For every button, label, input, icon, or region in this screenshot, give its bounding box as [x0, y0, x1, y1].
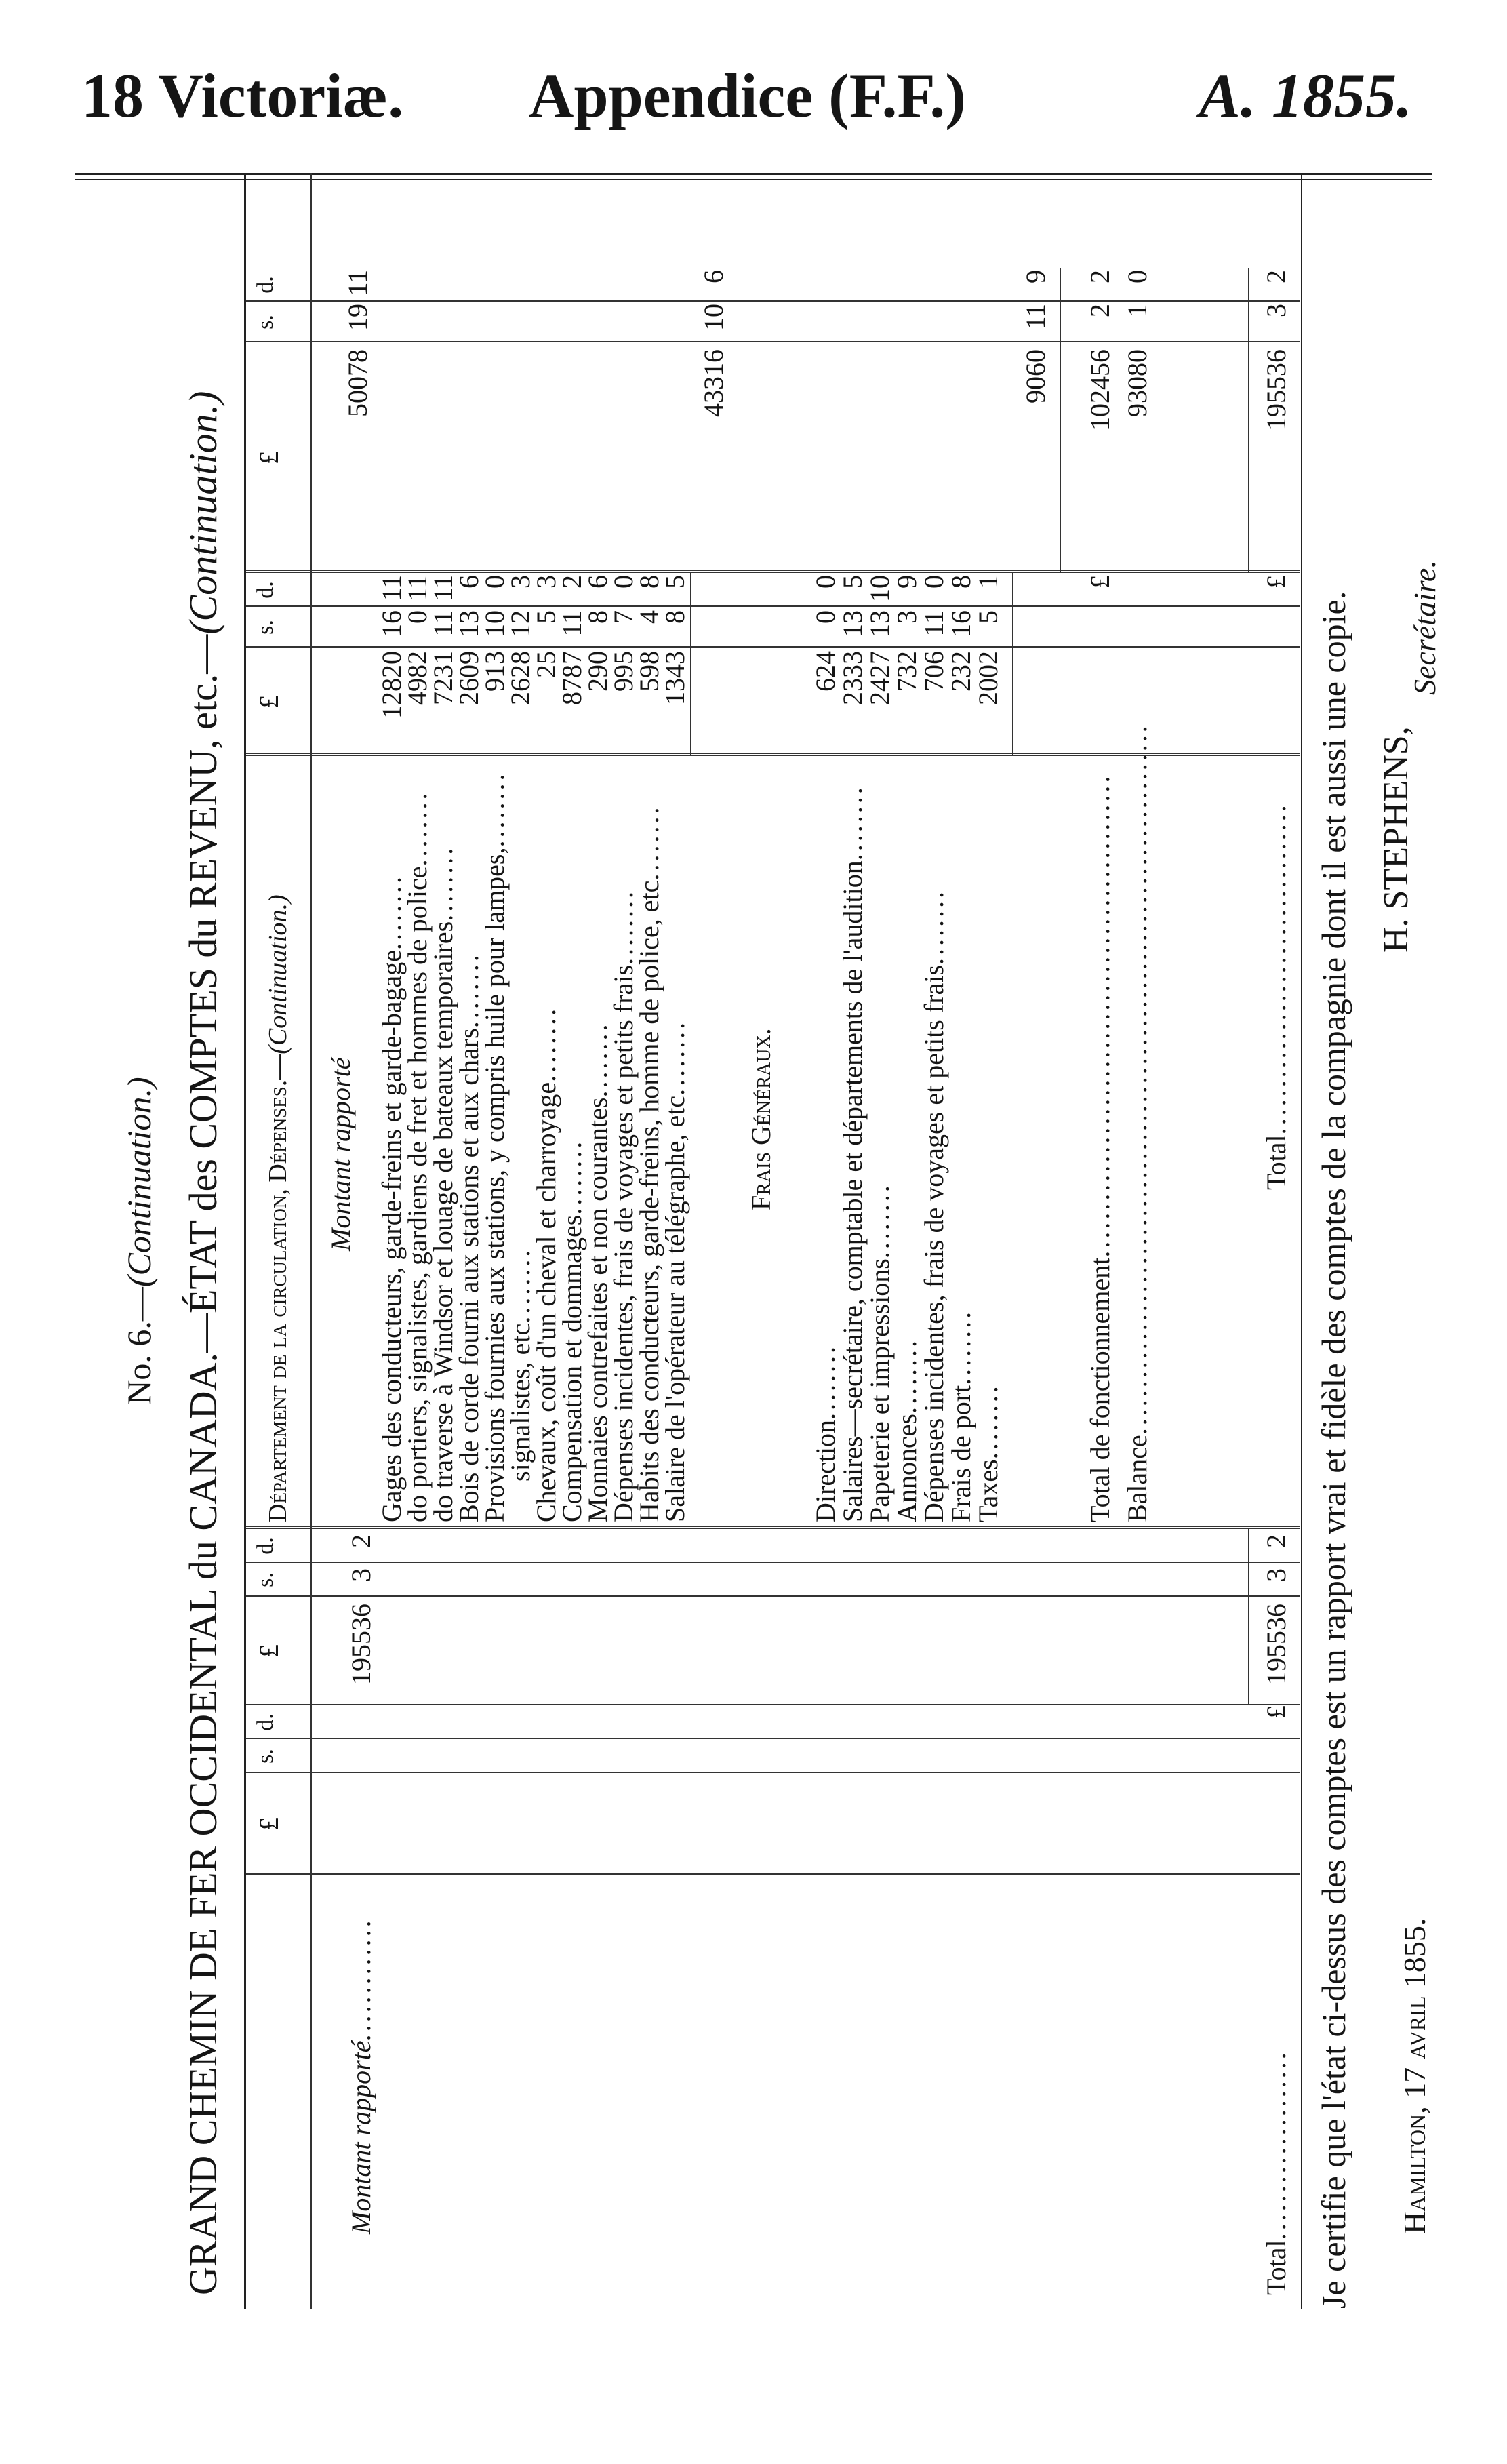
expense-row-d: 6 [454, 575, 484, 589]
frais-row-d: 9 [891, 575, 922, 589]
left-carried-d: 2 [346, 1534, 376, 1548]
expense-row-pound: 1343 [660, 651, 690, 705]
balance-label: Balance........................................................................... [1122, 723, 1152, 1522]
expense-row-label: Dépenses incidentes, frais de voyages et petits frais........ [608, 889, 639, 1522]
left-total-mark: £ [1261, 1705, 1291, 1719]
expense-row-label: Monnaies contrefaites et non courantes........ [582, 1021, 613, 1522]
year-label: A. 1855. [1199, 61, 1412, 130]
appendix-label: Appendice (F.F.) [529, 61, 966, 130]
expense-row-label: Gages des conducteurs, garde-freins et garde-bagage........ [376, 873, 407, 1522]
statement-title: GRAND CHEMIN DE FER OCCIDENTAL du CANADA.—ÉTAT des COMPTES du REVENU, etc.—(Continuation.) [181, 391, 225, 2295]
expense-row-s: 13 [454, 610, 484, 637]
expense-row-d: 11 [402, 575, 433, 601]
frais-row-d: 8 [946, 575, 976, 589]
expense-row-d: 3 [505, 575, 536, 589]
frais-row-d: 5 [837, 575, 868, 589]
frais-row-label: Taxes........ [973, 1383, 1003, 1522]
expense-row-s: 11 [557, 610, 587, 637]
expense-row-s: 8 [582, 610, 613, 624]
expense-row-s: 16 [376, 610, 407, 637]
expense-row-d: 5 [660, 575, 690, 589]
frais-row-pound: 2427 [864, 651, 895, 705]
frais-row-d: 0 [919, 575, 949, 589]
frais-row-s: 13 [864, 610, 895, 637]
expense-row-s: 10 [479, 610, 510, 637]
subtotal1-d: 6 [698, 270, 729, 283]
signatory-title: Secrétaire. [1407, 560, 1442, 695]
fonctionnement-label: Total de fonctionnement................................................... [1085, 773, 1115, 1522]
expense-row-d: 11 [376, 575, 407, 601]
accounts-table [244, 173, 1302, 2309]
right-total-d: 2 [1261, 270, 1291, 283]
expense-row-s: 4 [634, 610, 664, 624]
balance-s: 1 [1122, 304, 1152, 317]
fonctionnement-d: 2 [1085, 270, 1115, 283]
right-total-s: 3 [1261, 304, 1291, 317]
frais-row-s: 16 [946, 610, 976, 637]
frais-row-s: 0 [810, 610, 841, 624]
right-s-header: s. [253, 620, 278, 635]
frais-generaux-heading: Frais Généraux. [746, 1028, 776, 1210]
signature: H. STEPHENS, [1377, 726, 1415, 953]
expense-row-pound: 7231 [428, 651, 458, 705]
frais-row-label: Frais de port........ [946, 1309, 976, 1522]
expense-row-pound: 2628 [505, 651, 536, 705]
place-date: Hamilton, 17 avril 1855. [1397, 1917, 1432, 2234]
frais-row-pound: 2002 [973, 651, 1003, 705]
certification-text: Je certifie que l'état ci-dessus des comptes est un rapport vrai et fidèle des comptes de la compagnie dont il est aussi une copie. [1314, 591, 1352, 2309]
left-carried-label: Montant rapporté............. [346, 1917, 376, 2234]
expense-row-label: Provisions fournies aux stations, y compris huile pour lampes,........ [479, 771, 510, 1522]
expense-row-s: 8 [660, 610, 690, 624]
left-s-header: s. [253, 1749, 278, 1764]
right-carried-s: 19 [342, 304, 373, 331]
subtotal1-pound: 43316 [698, 349, 729, 417]
session-label: 18 Victoriæ. [81, 61, 404, 130]
right-total-mark: £ [1261, 575, 1291, 589]
expense-row-pound: 598 [634, 651, 664, 692]
expense-row-pound: 12820 [376, 651, 407, 719]
expense-row-d: 3 [531, 575, 561, 589]
expense-row-s: 12 [505, 610, 536, 637]
expense-row-label: signalistes, etc........ [505, 1247, 536, 1482]
expense-row-pound: 913 [479, 651, 510, 692]
expense-row-pound: 4982 [402, 651, 433, 705]
expense-row-label: Chevaux, coût d'un cheval et charroyage........ [531, 1006, 561, 1522]
right-s2-header: s. [253, 315, 278, 330]
expense-row-label: Bois de corde fourni aux stations et aux chars........ [454, 952, 484, 1522]
fonctionnement-mark: £ [1085, 575, 1115, 589]
left-carried-s: 3 [346, 1568, 376, 1582]
expense-row-pound: 995 [608, 651, 639, 692]
left-total-label: Total.................... [1261, 2050, 1291, 2295]
subtotal2-pound: 9060 [1020, 349, 1051, 403]
right-d2-header: d. [253, 276, 278, 294]
left-pound-header: £ [254, 1817, 284, 1831]
expense-row-d: 2 [557, 575, 587, 589]
left-carried-pound: 195536 [346, 1604, 376, 1685]
expense-row-s: 11 [428, 610, 458, 637]
expense-row-d: 8 [634, 575, 664, 589]
fonctionnement-pound: 102456 [1085, 349, 1115, 431]
frais-row-d: 0 [810, 575, 841, 589]
expense-row-label: do portiers, signalistes, gardiens de fret et hommes de police........ [402, 790, 433, 1522]
expense-row-s: 7 [608, 610, 639, 624]
subtotal1-s: 10 [698, 304, 729, 331]
expense-row-pound: 8787 [557, 651, 587, 705]
expense-row-pound: 290 [582, 651, 613, 692]
frais-row-label: Papeterie et impressions........ [864, 1183, 895, 1522]
document-number: No. 6.—(Continuation.) [120, 1077, 158, 1405]
fonctionnement-s: 2 [1085, 304, 1115, 317]
expense-row-pound: 25 [531, 651, 561, 678]
right-carried-label: Montant rapporté [325, 1057, 356, 1251]
expense-row-s: 5 [531, 610, 561, 624]
frais-row-label: Direction........ [810, 1343, 841, 1522]
expense-row-d: 0 [479, 575, 510, 589]
expense-row-s: 0 [402, 610, 433, 624]
right-carried-pound: 50078 [342, 349, 373, 417]
section-header: Département de la circulation, Dépenses.—(Continuation.) [264, 894, 292, 1522]
left-d-header: d. [253, 1713, 278, 1731]
frais-row-d: 10 [864, 575, 895, 602]
left-total-d: 2 [1261, 1534, 1291, 1548]
left-total-s: 3 [1261, 1568, 1291, 1582]
frais-row-d: 1 [973, 575, 1003, 589]
frais-row-pound: 232 [946, 651, 976, 692]
frais-row-s: 5 [973, 610, 1003, 624]
right-total-label: Total................................... [1261, 802, 1291, 1190]
expense-row-label: Habits des conducteurs, garde-freins, homme de police, etc........ [634, 804, 664, 1522]
expense-row-pound: 2609 [454, 651, 484, 705]
frais-row-label: Dépenses incidentes, frais de voyages et petits frais........ [919, 889, 949, 1522]
frais-row-s: 11 [919, 610, 949, 637]
frais-row-pound: 624 [810, 651, 841, 692]
expense-row-d: 0 [608, 575, 639, 589]
frais-row-pound: 706 [919, 651, 949, 692]
expense-row-d: 11 [428, 575, 458, 601]
frais-row-s: 13 [837, 610, 868, 637]
right-pound2-header: £ [254, 451, 284, 464]
expense-row-d: 6 [582, 575, 613, 589]
left-d2-header: d. [253, 1537, 278, 1555]
right-carried-d: 11 [342, 270, 373, 296]
expense-row-label: Compensation et dommages........ [557, 1138, 587, 1522]
expense-row-label: do traverse à Windsor et louage de bateaux temporaires........ [428, 845, 458, 1522]
subtotal2-s: 11 [1020, 304, 1051, 330]
page-header [0, 0, 1507, 156]
subtotal2-d: 9 [1020, 270, 1051, 283]
frais-row-label: Annonces........ [891, 1338, 922, 1522]
left-s2-header: s. [253, 1572, 278, 1587]
frais-row-label: Salaires—secrétaire, comptable et départements de l'audition........ [837, 784, 868, 1522]
rotated-statement [108, 173, 1442, 2309]
right-pound-header: £ [254, 695, 284, 709]
left-pound2-header: £ [254, 1644, 284, 1658]
balance-pound: 93080 [1122, 349, 1152, 417]
frais-row-pound: 732 [891, 651, 922, 692]
right-total-pound: 195536 [1261, 349, 1291, 431]
expense-row-label: Salaire de l'opérateur au télégraphe, etc........ [660, 1019, 690, 1522]
frais-row-s: 3 [891, 610, 922, 624]
right-d-header: d. [253, 581, 278, 599]
balance-d: 0 [1122, 270, 1152, 283]
left-total-pound: 195536 [1261, 1604, 1291, 1685]
frais-row-pound: 2333 [837, 651, 868, 705]
